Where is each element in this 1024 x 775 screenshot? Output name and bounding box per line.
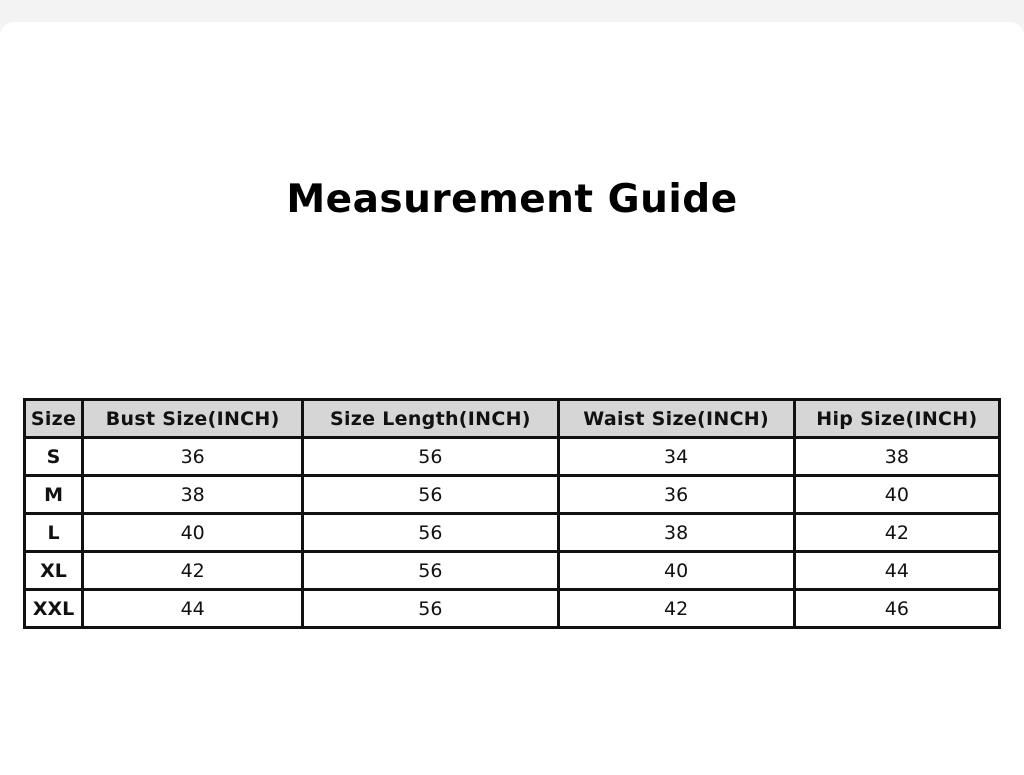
measurement-table xyxy=(23,398,1001,629)
bust-cell: 42 xyxy=(83,552,303,590)
header-size-length: Size Length(INCH) xyxy=(303,400,558,438)
waist-cell: 38 xyxy=(558,514,794,552)
table-row xyxy=(25,514,1000,552)
header-hip-size: Hip Size(INCH) xyxy=(794,400,999,438)
hip-cell: 44 xyxy=(794,552,999,590)
size-cell: S xyxy=(25,438,83,476)
length-cell: 56 xyxy=(303,476,558,514)
header-size: Size xyxy=(25,400,83,438)
waist-cell: 42 xyxy=(558,590,794,628)
table-row xyxy=(25,476,1000,514)
length-cell: 56 xyxy=(303,514,558,552)
header-bust-size: Bust Size(INCH) xyxy=(83,400,303,438)
hip-cell: 40 xyxy=(794,476,999,514)
bust-cell: 36 xyxy=(83,438,303,476)
table-row xyxy=(25,438,1000,476)
length-cell: 56 xyxy=(303,552,558,590)
size-cell: XXL xyxy=(25,590,83,628)
bust-cell: 40 xyxy=(83,514,303,552)
hip-cell: 46 xyxy=(794,590,999,628)
table-row xyxy=(25,552,1000,590)
hip-cell: 42 xyxy=(794,514,999,552)
header-waist-size: Waist Size(INCH) xyxy=(558,400,794,438)
size-cell: M xyxy=(25,476,83,514)
length-cell: 56 xyxy=(303,590,558,628)
size-cell: XL xyxy=(25,552,83,590)
waist-cell: 34 xyxy=(558,438,794,476)
bust-cell: 44 xyxy=(83,590,303,628)
size-cell: L xyxy=(25,514,83,552)
table-row xyxy=(25,590,1000,628)
bust-cell: 38 xyxy=(83,476,303,514)
table-header-row xyxy=(25,400,1000,438)
hip-cell: 38 xyxy=(794,438,999,476)
waist-cell: 40 xyxy=(558,552,794,590)
page-card xyxy=(0,22,1024,775)
page-title: Measurement Guide xyxy=(286,177,738,222)
waist-cell: 36 xyxy=(558,476,794,514)
length-cell: 56 xyxy=(303,438,558,476)
